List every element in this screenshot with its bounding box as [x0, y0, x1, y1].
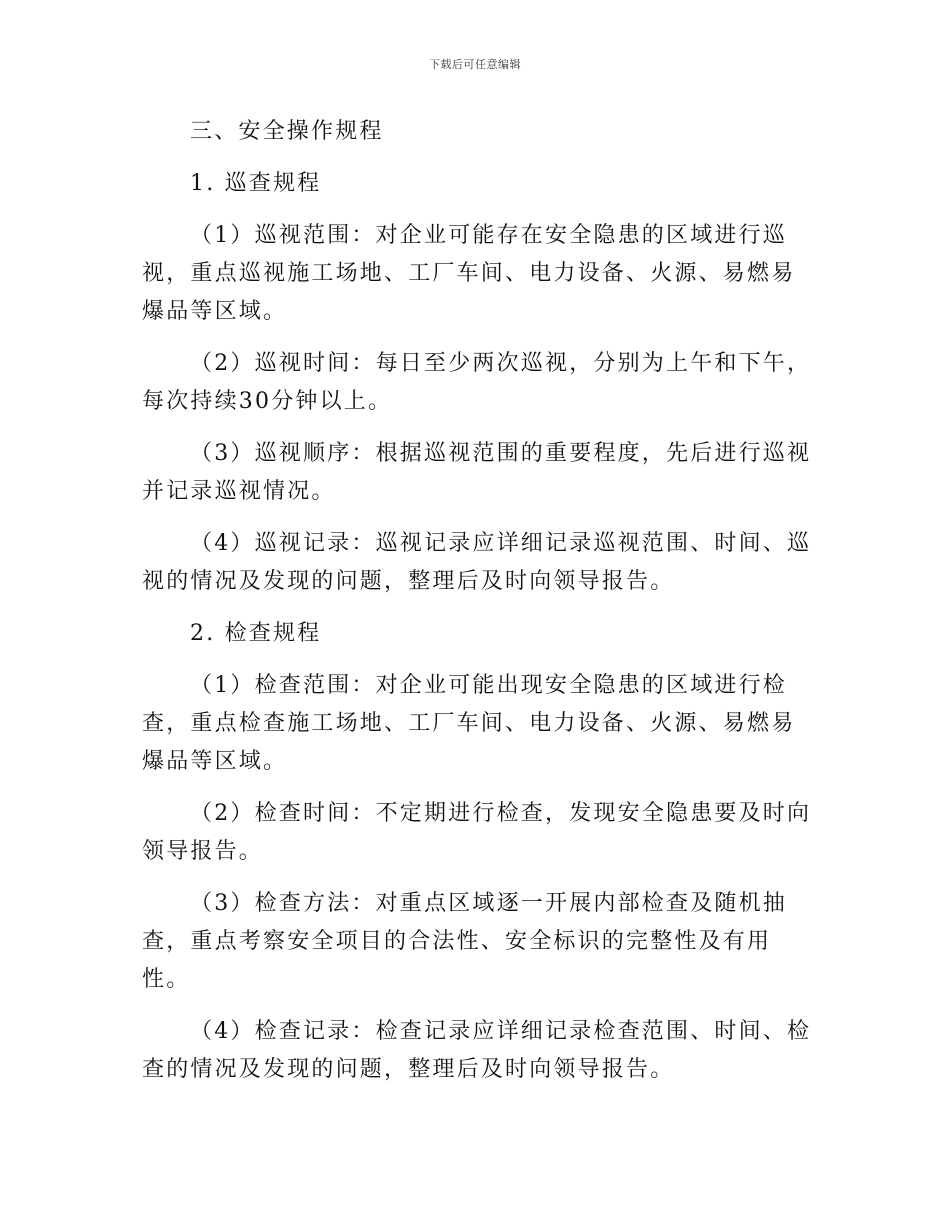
patrol-item-scope: （1）巡视范围：对企业可能存在安全隐患的区域进行巡视，重点巡视施工场地、工厂车间、电力设备、火源、易燃易爆品等区域。: [142, 223, 796, 324]
inspection-item-scope: （1）检查范围：对企业可能出现安全隐患的区域进行检查，重点检查施工场地、工厂车间、电力设备、火源、易燃易爆品等区域。: [142, 673, 796, 774]
section-title: 三、安全操作规程: [190, 119, 384, 144]
inspection-item-record: （4）检查记录：检查记录应详细记录检查范围、时间、检查的情况及发现的问题，整理后及时向领导报告。: [142, 1019, 812, 1082]
patrol-heading: 1. 巡查规程: [190, 171, 322, 196]
inspection-heading: 2. 检查规程: [190, 621, 322, 646]
patrol-item-record: （4）巡视记录：巡视记录应详细记录巡视范围、时间、巡视的情况及发现的问题，整理后及时向领导报告。: [142, 531, 812, 594]
header-note: 下载后可任意编辑: [429, 58, 521, 71]
patrol-item-time: （2）巡视时间：每日至少两次巡视，分别为上午和下午，每次持续30分钟以上。: [142, 351, 812, 414]
inspection-item-method: （3）检查方法：对重点区域逐一开展内部检查及随机抽查，重点考察安全项目的合法性、安全标识的完整性及有用性。: [142, 891, 787, 992]
patrol-item-order: （3）巡视顺序：根据巡视范围的重要程度，先后进行巡视并记录巡视情况。: [142, 441, 812, 504]
inspection-item-time: （2）检查时间：不定期进行检查，发现安全隐患要及时向领导报告。: [142, 801, 812, 864]
document-body: [142, 113, 812, 1103]
